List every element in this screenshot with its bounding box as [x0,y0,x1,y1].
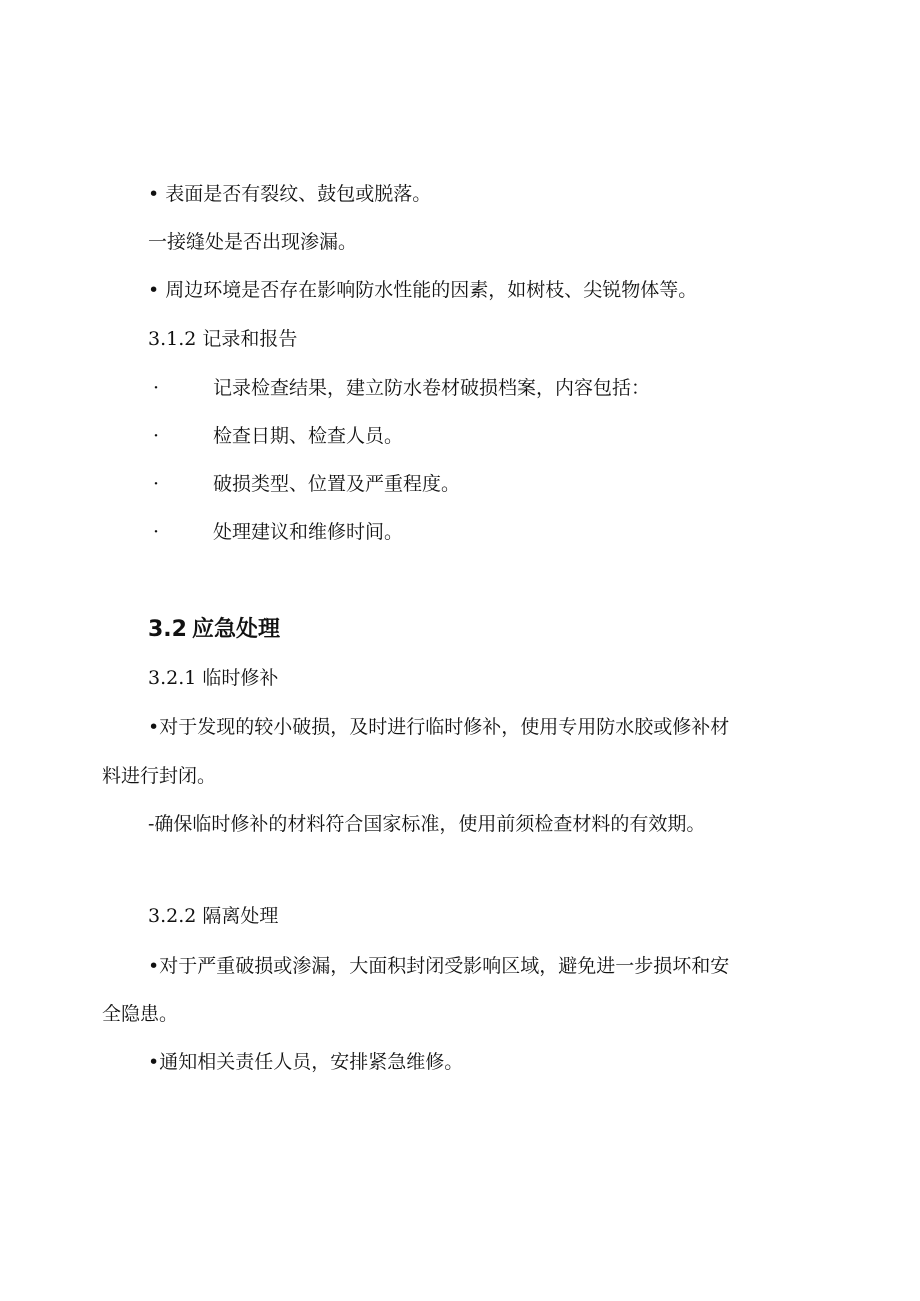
subsection-title-3-2-2: 3.2.2 隔离处理 [148,905,279,927]
bullet-marker: · [153,377,160,399]
paragraph-material-standard: -确保临时修补的材料符合国家标准，使用前须检查材料的有效期。 [148,813,706,835]
inspection-item-joints: 一接缝处是否出现渗漏。 [148,231,358,253]
section-number: 3.2 [148,617,187,642]
paragraph-isolation-line2: 全隐患。 [102,1003,179,1025]
subsection-title-3-1-2: 3.1.2 记录和报告 [148,328,298,350]
section-heading-3-2 [148,616,280,644]
list-item-text: 处理建议和维修时间。 [213,521,404,543]
paragraph-notify: •通知相关责任人员，安排紧急维修。 [148,1051,464,1073]
list-item-text: 破损类型、位置及严重程度。 [213,473,461,495]
inspection-item-surface: • 表面是否有裂纹、鼓包或脱落。 [148,183,432,205]
bullet-marker: · [153,521,160,543]
bullet-marker: · [153,425,160,447]
paragraph-isolation-line1: •对于严重破损或渗漏，大面积封闭受影响区域，避免进一步损坏和安 [148,955,730,977]
subsection-title-3-2-1: 3.2.1 临时修补 [148,667,279,689]
inspection-item-environment: • 周边环境是否存在影响防水性能的因素，如树枝、尖锐物体等。 [148,279,698,301]
list-item-text: 记录检查结果，建立防水卷材破损档案，内容包括： [213,377,651,399]
bullet-marker: · [153,473,160,495]
paragraph-temporary-repair-line2: 料进行封闭。 [102,765,217,787]
list-item-text: 检查日期、检查人员。 [213,425,404,447]
paragraph-temporary-repair-line1: •对于发现的较小破损，及时进行临时修补，使用专用防水胶或修补材 [148,716,730,738]
section-title: 应急处理 [192,617,281,642]
